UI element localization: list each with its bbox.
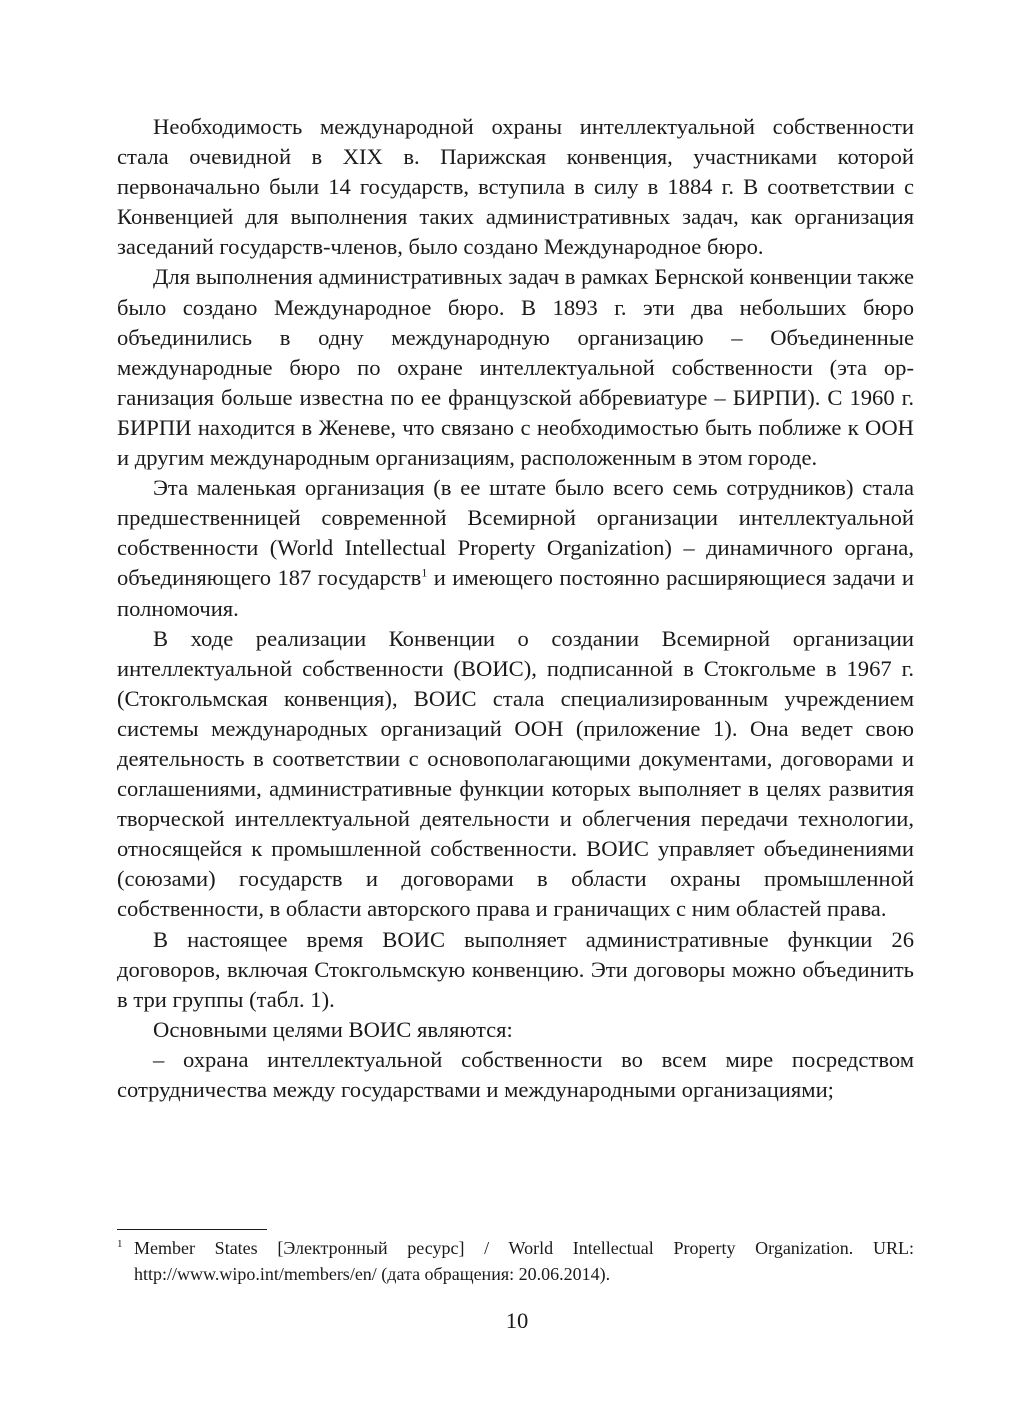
footnote-reference[interactable]: 1	[421, 565, 428, 580]
paragraph-3-part-2: и имеющего постоянно расширяющиеся задачи и полномочия.	[117, 565, 914, 621]
paragraph-4: В ходе реализации Конвенции о создании Всемирной организации интеллектуальной собственности (ВОИС), подписанной в Стокгольме в 1967 г. (Стокгольмская конвенция), ВОИС стала специализированным учреждением системы международных организаций ООН (приложение 1). Она ведет свою деятельность в соответствии с основополагающими документами, договорами и соглашениями, административные функции которых выполняет в целях развития творческой интеллектуальной деятельности и облегчения передачи технологии, относящейся к промышленной собственности. ВОИС управляет объединениями (союзами) государств и договорами в области охраны промышленной собственности, в области авторского права и граничащих с ним областей права.	[117, 625, 914, 922]
footnote-divider	[117, 1229, 267, 1230]
body-text	[117, 112, 914, 1105]
footnote	[117, 1236, 914, 1287]
footnote-entry	[117, 1236, 914, 1287]
paragraph-6: Основными целями ВОИС являются:	[153, 1016, 513, 1042]
paragraph-3-part-1: Эта маленькая организация (в ее штате было всего семь сотрудников) стала предшественницей современной Всемирной организации интеллектуальной собственности (World Intellectual Property Organization) – динамичного органа, объединяющего 187 государств	[117, 475, 914, 591]
page-content	[117, 112, 914, 1105]
paragraph-2: Для выполнения административных задач в рамках Бернской конвенции также было создано Международное бюро. В 1893 г. эти два небольших бюро объединились в одну международную организацию – Объединенные международные бюро по охране интеллектуальной собственности (эта организация больше известна по ее французской аббревиатуре – БИРПИ). С 1960 г. БИРПИ находится в Женеве, что связано с необходимостью быть поближе к ООН и другим международным организациям, расположенным в этом городе.	[117, 264, 914, 471]
footnote-text: Member States [Электронный ресурс] / World Intellectual Property Organization. URL: http://www.wipo.int/members/en/ (дата обращения: 20.06.2014).	[134, 1238, 914, 1284]
paragraph-5: В настоящее время ВОИС выполняет административные функции 26 договоров, включая Стокгольмскую конвенцию. Эти договоры можно объединить в три группы (табл. 1).	[117, 926, 914, 1012]
paragraph-1: Необходимость международной охраны интеллектуальной собственности стала очевидной в XIX в. Парижская конвенция, участниками которой первоначально были 14 государств, вступила в силу в 1884 г. В соответствии с Конвенцией для выполнения таких административных задач, как организация заседаний государств-членов, было создано Международное бюро.	[117, 114, 914, 260]
page-number: 10	[505, 1308, 529, 1333]
paragraph-7: – охрана интеллектуальной собственности во всем мире посредством сотрудничества между государствами и международными организациями;	[117, 1046, 914, 1102]
paragraph-3	[117, 473, 914, 623]
footnote-number: 1	[117, 1238, 123, 1250]
